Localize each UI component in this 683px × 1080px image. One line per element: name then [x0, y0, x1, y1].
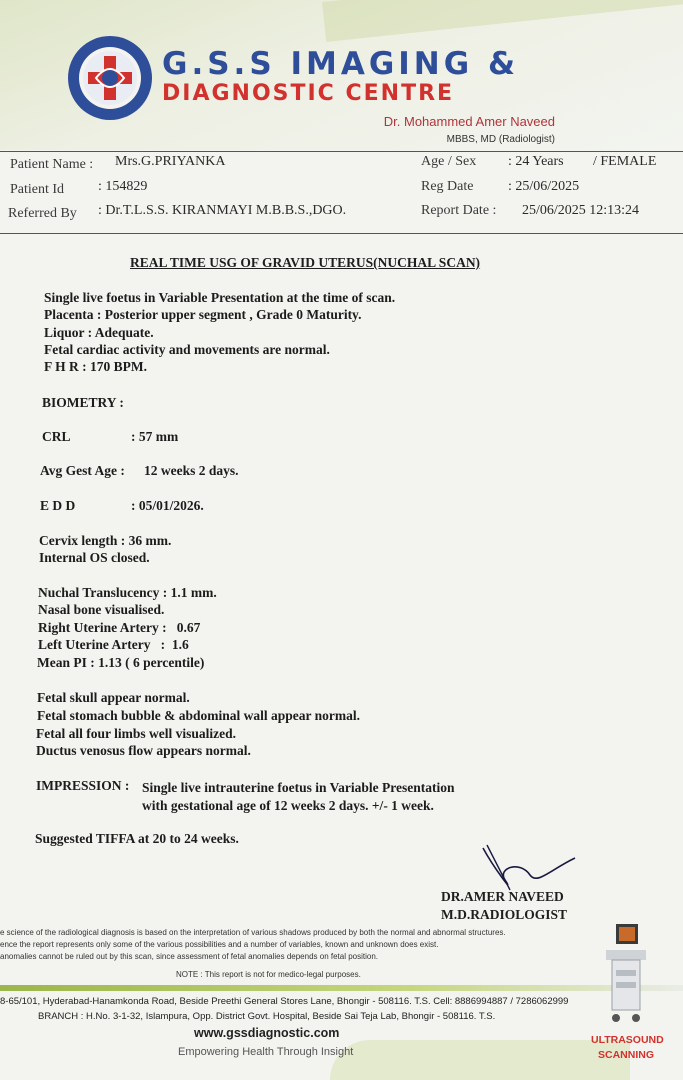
- clinic-logo: [66, 34, 154, 122]
- gest-age-label: Avg Gest Age :: [40, 463, 125, 478]
- edd-value: : 05/01/2026.: [131, 498, 204, 513]
- anatomy-line: Fetal skull appear normal.: [37, 690, 190, 705]
- scanning-label: SCANNING: [598, 1049, 655, 1061]
- biometry-heading: BIOMETRY :: [42, 395, 124, 410]
- website-link[interactable]: www.gssdiagnostic.com: [194, 1026, 340, 1040]
- radiologist-name: DR.AMER NAVEED: [441, 889, 564, 904]
- impression-label: IMPRESSION :: [36, 778, 130, 793]
- radiologist-qualification: M.D.RADIOLOGIST: [441, 907, 568, 922]
- report-date-value: 25/06/2025 12:13:24: [522, 203, 640, 218]
- crl-value: : 57 mm: [131, 429, 179, 444]
- age-value: : 24 Years: [508, 154, 564, 169]
- disclaimer-line: ence the report represents only some of the various possibilities and a number of variables, known and unknown does exist.: [0, 940, 439, 949]
- finding-line: F H R : 170 BPM.: [44, 359, 147, 374]
- patient-name-value: Mrs.G.PRIYANKA: [115, 154, 226, 169]
- impression-line: Single live intrauterine foetus in Variable Presentation: [142, 780, 455, 795]
- ultrasound-label: ULTRASOUND: [591, 1034, 664, 1046]
- disclaimer-note: NOTE : This report is not for medico-legal purposes.: [176, 970, 361, 979]
- footer-band: [0, 985, 683, 991]
- sex-value: / FEMALE: [593, 154, 657, 169]
- finding-line: Single live foetus in Variable Presentation at the time of scan.: [44, 290, 396, 305]
- report-date-label: Report Date :: [421, 203, 497, 218]
- patient-id-label: Patient Id: [10, 182, 65, 197]
- doctor-qualification: MBBS, MD (Radiologist): [446, 134, 555, 145]
- anatomy-line: Fetal all four limbs well visualized.: [36, 726, 236, 741]
- patient-id-value: : 154829: [98, 179, 148, 194]
- disclaimer-line: e science of the radiological diagnosis is based on the interpretation of various shadows produced by both the normal and abnormal structures.: [0, 928, 506, 937]
- anatomy-line: Fetal stomach bubble & abdominal wall appear normal.: [37, 708, 361, 723]
- branch-address: BRANCH : H.No. 3-1-32, Islampura, Opp. District Govt. Hospital, Beside Sai Teja Lab, Bhongir - 508116. T.S.: [38, 1011, 496, 1022]
- impression-line: with gestational age of 12 weeks 2 days. +/- 1 week.: [142, 798, 434, 813]
- nuchal-translucency: Nuchal Translucency : 1.1 mm.: [38, 585, 217, 600]
- internal-os: Internal OS closed.: [39, 550, 150, 565]
- left-uterine-artery: Left Uterine Artery : 1.6: [38, 637, 189, 652]
- anatomy-line: Ductus venosus flow appears normal.: [36, 743, 251, 758]
- brand-subtitle: DIAGNOSTIC CENTRE: [162, 81, 455, 106]
- divider: [0, 151, 683, 152]
- disclaimer-line: anomalies cannot be ruled out by this scan, since assessment of fetal anomalies depends on fetal position.: [0, 952, 379, 961]
- referred-by-value: : Dr.T.L.S.S. KIRANMAYI M.B.B.S.,DGO.: [98, 203, 347, 218]
- nasal-bone: Nasal bone visualised.: [38, 602, 165, 617]
- reg-date-label: Reg Date: [421, 179, 474, 194]
- edd-label: E D D: [40, 498, 76, 513]
- doctor-name: Dr. Mohammed Amer Naveed: [383, 114, 555, 129]
- patient-name-label: Patient Name :: [10, 157, 94, 172]
- footer-wave: [330, 1040, 630, 1080]
- mean-pi: Mean PI : 1.13 ( 6 percentile): [37, 655, 205, 670]
- tagline: Empowering Health Through Insight: [178, 1046, 354, 1058]
- right-uterine-artery: Right Uterine Artery : 0.67: [38, 620, 201, 635]
- reg-date-value: : 25/06/2025: [508, 179, 580, 194]
- referred-by-label: Referred By: [8, 206, 77, 221]
- report-title: REAL TIME USG OF GRAVID UTERUS(NUCHAL SCAN): [130, 255, 481, 270]
- finding-line: Fetal cardiac activity and movements are normal.: [44, 342, 330, 357]
- suggestion: Suggested TIFFA at 20 to 24 weeks.: [35, 831, 239, 846]
- finding-line: Placenta : Posterior upper segment , Grade 0 Maturity.: [44, 307, 362, 322]
- crl-label: CRL: [42, 429, 71, 444]
- cervix-length: Cervix length : 36 mm.: [39, 533, 172, 548]
- divider: [0, 233, 683, 234]
- gest-age-value: 12 weeks 2 days.: [144, 463, 239, 478]
- ultrasound-machine-icon: [598, 922, 654, 1028]
- clinic-address: 8-65/101, Hyderabad-Hanamkonda Road, Beside Preethi General Stores Lane, Bhongir - 508116. T.S. Cell: 8886994887 / 7286062999: [0, 996, 569, 1007]
- brand-title: G.S.S IMAGING &: [162, 46, 520, 82]
- finding-line: Liquor : Adequate.: [44, 325, 154, 340]
- age-sex-label: Age / Sex: [421, 154, 477, 169]
